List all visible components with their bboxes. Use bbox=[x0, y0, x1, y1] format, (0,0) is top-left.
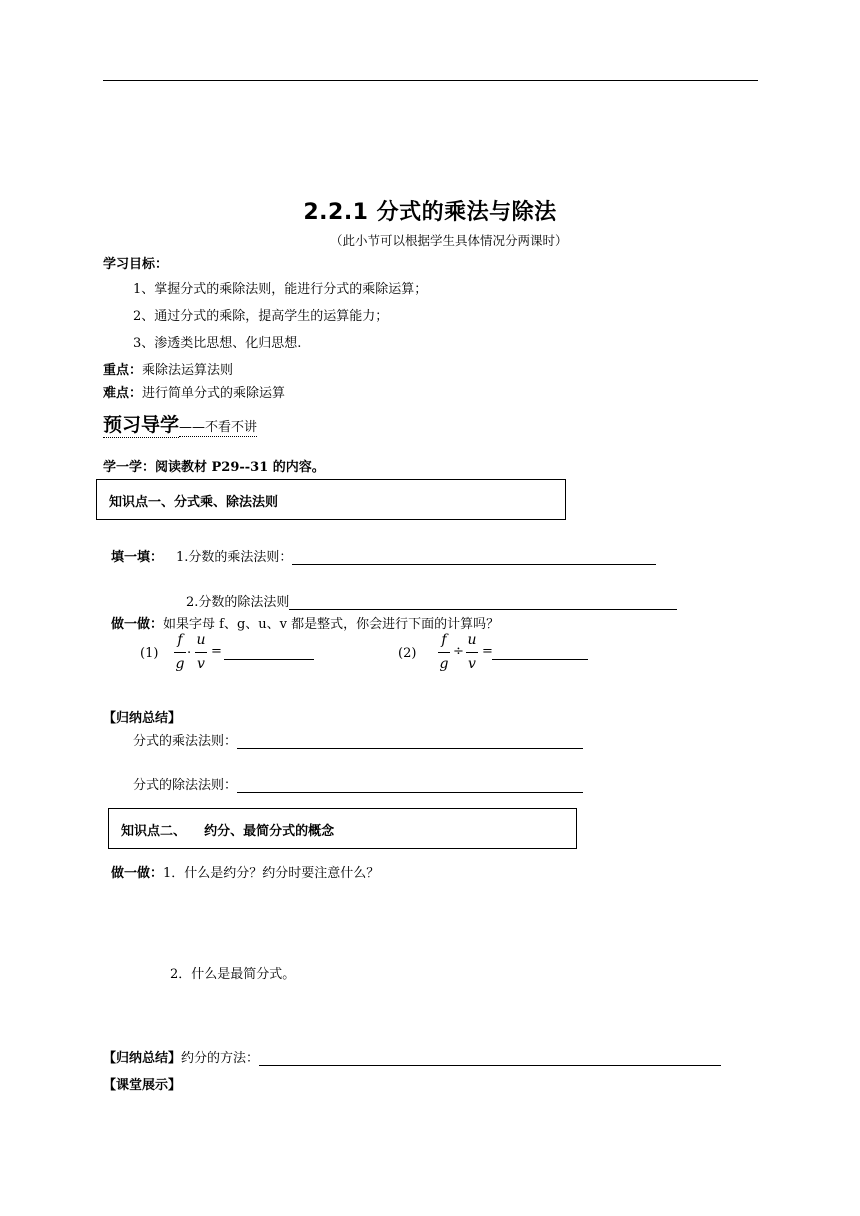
summary-2-blank[interactable] bbox=[259, 1051, 721, 1066]
expr-1-fraction-bar-1 bbox=[174, 652, 186, 653]
summary-1-mul bbox=[133, 730, 583, 749]
expr-1-denominator-g: g bbox=[175, 656, 185, 672]
expr-2-denominator-v: v bbox=[468, 656, 476, 672]
try-one-text: 如果字母 f、g、u、v 都是整式，你会进行下面的计算吗？ bbox=[163, 617, 500, 632]
header-rule bbox=[103, 80, 758, 81]
expr-1-fraction-bar-2 bbox=[195, 652, 207, 653]
expr-1-answer-blank[interactable] bbox=[224, 645, 314, 660]
knowledge-box-1 bbox=[96, 479, 566, 520]
key-point-text: 乘除法运算法则 bbox=[142, 363, 234, 378]
fill-blank-1[interactable] bbox=[292, 550, 656, 565]
expr-2-equals: = bbox=[482, 644, 493, 659]
knowledge-box-2 bbox=[108, 808, 577, 849]
summary-2 bbox=[103, 1047, 721, 1066]
expr-1-equals: = bbox=[211, 644, 222, 659]
key-point-label: 重点： bbox=[103, 363, 143, 378]
try-two-label: 做一做： bbox=[111, 866, 164, 881]
try-one-line bbox=[111, 613, 499, 632]
try-two-q2: 2．什么是最简分式。 bbox=[170, 967, 296, 982]
objective-item-3: 3、渗透类比思想、化归思想. bbox=[133, 336, 302, 351]
expr-1-operator: . bbox=[187, 642, 192, 657]
try-two-line bbox=[111, 862, 379, 881]
summary-1-mul-blank[interactable] bbox=[237, 734, 583, 749]
objectives-heading: 学习目标： bbox=[103, 257, 169, 272]
fill-item-2 bbox=[186, 591, 677, 610]
class-show-heading: 【课堂展示】 bbox=[103, 1078, 182, 1093]
expr-2-numerator-u: u bbox=[467, 632, 477, 648]
try-one-label: 做一做： bbox=[111, 617, 164, 632]
expr-2-number: (2) bbox=[398, 646, 417, 661]
fill-label: 填一填： bbox=[111, 550, 164, 565]
summary-1-heading: 【归纳总结】 bbox=[103, 711, 182, 726]
objective-item-1: 1、掌握分式的乘除法则，能进行分式的乘除运算； bbox=[133, 282, 428, 297]
difficult-point bbox=[103, 382, 285, 401]
objective-item-2: 2、通过分式的乘除，提高学生的运算能力； bbox=[133, 309, 389, 324]
summary-1-mul-text: 分式的乘法法则： bbox=[133, 734, 238, 749]
study-line: 学一学：阅读教材 P29--31 的内容。 bbox=[103, 460, 325, 475]
fill-item-2-text: 2.分数的除法法则 bbox=[186, 595, 290, 610]
expr-2-operator: ÷ bbox=[453, 644, 464, 659]
expr-1-number: (1) bbox=[140, 646, 159, 661]
key-point bbox=[103, 359, 233, 378]
knowledge-box-1-label: 知识点一、分式乘、除法法则 bbox=[109, 495, 279, 510]
expr-1-numerator-f: f bbox=[177, 632, 183, 648]
preview-title: 预习导学 bbox=[103, 414, 180, 436]
summary-1-div bbox=[133, 774, 583, 793]
expr-1-denominator-v: v bbox=[197, 656, 205, 672]
expr-2-fraction-bar-2 bbox=[466, 652, 478, 653]
expr-2-answer-blank[interactable] bbox=[492, 645, 588, 660]
difficult-point-label: 难点： bbox=[103, 386, 143, 401]
summary-1-div-blank[interactable] bbox=[237, 778, 583, 793]
fill-blank-2[interactable] bbox=[289, 595, 677, 610]
fill-item-1 bbox=[176, 546, 656, 565]
knowledge-box-2-label: 知识点二、 约分、最简分式的概念 bbox=[121, 824, 335, 839]
page-title: 2.2.1 分式的乘法与除法 bbox=[303, 200, 557, 225]
expr-2-fraction-bar-1 bbox=[438, 652, 450, 653]
try-two-q1: 1．什么是约分？约分时要注意什么？ bbox=[163, 866, 380, 881]
difficult-point-text: 进行简单分式的乘除运算 bbox=[142, 386, 286, 401]
expr-1-numerator-u: u bbox=[196, 632, 206, 648]
summary-2-heading: 【归纳总结】 bbox=[103, 1051, 182, 1066]
expr-2-denominator-g: g bbox=[439, 656, 449, 672]
expr-2-numerator-f: f bbox=[441, 632, 447, 648]
fill-item-1-text: 1.分数的乘法法则： bbox=[176, 550, 293, 565]
summary-1-div-text: 分式的除法法则： bbox=[133, 778, 238, 793]
preview-heading bbox=[103, 410, 257, 437]
summary-2-text: 约分的方法： bbox=[181, 1051, 260, 1066]
preview-suffix: ——不看不讲 bbox=[179, 420, 258, 435]
page-subtitle: （此小节可以根据学生具体情况分两课时） bbox=[330, 233, 568, 248]
